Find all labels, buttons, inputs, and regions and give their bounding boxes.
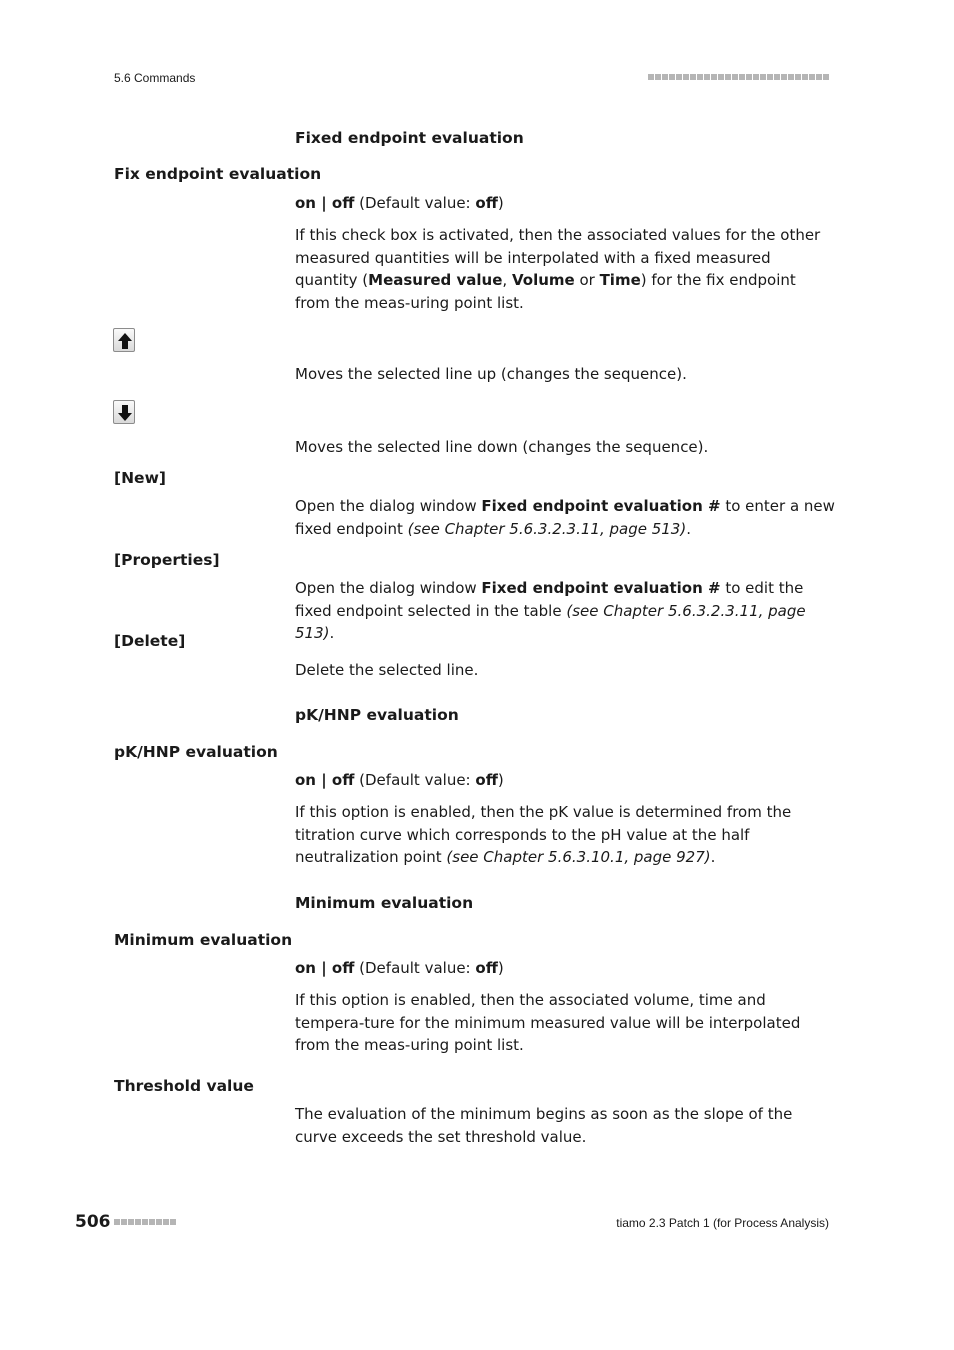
decoration-square xyxy=(823,74,829,80)
default-prefix: (Default value: xyxy=(354,771,476,789)
decoration-square xyxy=(725,74,731,80)
term-pk-hnp-evaluation: pK/HNP evaluation xyxy=(114,743,278,761)
minimum-description: If this option is enabled, then the associated volume, time and tempera-ture for the minimum measured value will be interpolated from the meas-uring point list. xyxy=(295,991,801,1054)
pk-description xyxy=(295,801,835,869)
default-value: off xyxy=(475,194,498,212)
threshold-description: The evaluation of the minimum begins as soon as the slope of the curve exceeds the set threshold value. xyxy=(295,1105,793,1146)
default-value: off xyxy=(475,771,498,789)
decoration-square xyxy=(732,74,738,80)
default-value: off xyxy=(475,959,498,977)
dialog-name: Fixed endpoint evaluation # xyxy=(481,497,721,515)
decoration-square xyxy=(128,1219,134,1225)
volume-term: Volume xyxy=(511,271,575,289)
decoration-square xyxy=(669,74,675,80)
measured-value-term: Measured value xyxy=(368,271,503,289)
separator: | xyxy=(315,771,332,789)
chapter-reference-link[interactable]: (see Chapter 5.6.3.2.3.11, page 513) xyxy=(407,519,687,538)
decoration-square xyxy=(163,1219,169,1225)
decoration-square xyxy=(753,74,759,80)
section-title-pk-hnp: pK/HNP evaluation xyxy=(295,706,459,724)
desc-text: , xyxy=(502,271,512,289)
dialog-name: Fixed endpoint evaluation # xyxy=(481,579,721,597)
section-title-minimum: Minimum evaluation xyxy=(295,894,474,912)
on-label: on xyxy=(295,771,316,789)
term-fix-endpoint-evaluation: Fix endpoint evaluation xyxy=(114,165,322,183)
default-suffix: ) xyxy=(497,771,504,789)
decoration-square xyxy=(121,1219,127,1225)
chapter-reference-link[interactable]: (see Chapter 5.6.3.10.1, page 927) xyxy=(446,848,711,866)
desc-text: to edit the fixed endpoint selected in the table xyxy=(295,579,804,620)
on-label: on xyxy=(295,959,316,977)
decoration-square xyxy=(788,74,794,80)
pk-default-value xyxy=(295,769,835,792)
decoration-square xyxy=(795,74,801,80)
decoration-square xyxy=(697,74,703,80)
term-delete-button: [Delete] xyxy=(114,632,186,650)
decoration-square xyxy=(135,1219,141,1225)
decoration-square xyxy=(781,74,787,80)
decoration-square xyxy=(767,74,773,80)
header-decoration xyxy=(648,74,829,80)
product-name: tiamo 2.3 Patch 1 (for Process Analysis) xyxy=(616,1216,829,1230)
fixed-default-value xyxy=(295,192,835,215)
separator: | xyxy=(315,959,332,977)
decoration-square xyxy=(655,74,661,80)
chapter-reference-link[interactable]: (see Chapter 5.6.3.2.3.11, page 513) xyxy=(295,601,806,642)
decoration-square xyxy=(809,74,815,80)
term-new-button: [New] xyxy=(114,469,166,487)
decoration-square xyxy=(662,74,668,80)
move-up-description: Moves the selected line up (changes the sequence). xyxy=(295,365,687,383)
default-prefix: (Default value: xyxy=(354,194,476,212)
minimum-default-value xyxy=(295,957,835,980)
decoration-square xyxy=(774,74,780,80)
decoration-square xyxy=(711,74,717,80)
move-down-description: Moves the selected line down (changes the sequence). xyxy=(295,438,709,456)
off-label: off xyxy=(331,771,355,789)
on-label: on xyxy=(295,194,316,212)
off-label: off xyxy=(331,959,355,977)
decoration-square xyxy=(718,74,724,80)
decoration-square xyxy=(676,74,682,80)
term-properties-button: [Properties] xyxy=(114,551,220,569)
arrow-up-icon[interactable] xyxy=(113,328,135,352)
delete-description: Delete the selected line. xyxy=(295,661,479,679)
decoration-square xyxy=(142,1219,148,1225)
desc-text: . xyxy=(710,848,716,866)
decoration-square xyxy=(648,74,654,80)
new-description xyxy=(295,495,835,540)
default-suffix: ) xyxy=(497,194,504,212)
decoration-square xyxy=(739,74,745,80)
term-minimum-evaluation: Minimum evaluation xyxy=(114,931,293,949)
desc-text: If this option is enabled, then the pK value is determined from the titration curve which corresponds to the pH value at the half neutralization point xyxy=(295,803,792,866)
default-prefix: (Default value: xyxy=(354,959,476,977)
decoration-square xyxy=(746,74,752,80)
decoration-square xyxy=(170,1219,176,1225)
desc-text: Open the dialog window xyxy=(295,579,482,597)
decoration-square xyxy=(760,74,766,80)
time-term: Time xyxy=(599,271,641,289)
off-label: off xyxy=(331,194,355,212)
decoration-square xyxy=(149,1219,155,1225)
desc-text: If this check box is activated, then the associated values for the other measured quantities will be interpolated with a fixed measured quantity ( xyxy=(295,226,821,289)
fixed-description xyxy=(295,224,835,314)
desc-text: Open the dialog window xyxy=(295,497,482,515)
default-suffix: ) xyxy=(497,959,504,977)
term-threshold-value: Threshold value xyxy=(114,1077,254,1095)
decoration-square xyxy=(156,1219,162,1225)
desc-text: . xyxy=(686,519,691,538)
decoration-square xyxy=(802,74,808,80)
footer-decoration xyxy=(114,1219,176,1225)
decoration-square xyxy=(816,74,822,80)
arrow-down-icon[interactable] xyxy=(113,400,135,424)
decoration-square xyxy=(683,74,689,80)
properties-description xyxy=(295,577,835,645)
desc-text: to enter a new fixed endpoint xyxy=(295,497,835,538)
desc-text: ) for the fix endpoint from the meas-uring point list. xyxy=(295,271,796,312)
decoration-square xyxy=(114,1219,120,1225)
separator: | xyxy=(315,194,332,212)
decoration-square xyxy=(690,74,696,80)
section-title-fixed-endpoint: Fixed endpoint evaluation xyxy=(295,129,524,147)
desc-text: or xyxy=(574,271,600,289)
page-number: 506 xyxy=(75,1212,111,1232)
desc-text: . xyxy=(329,624,335,642)
decoration-square xyxy=(704,74,710,80)
running-header-section: 5.6 Commands xyxy=(114,71,196,85)
